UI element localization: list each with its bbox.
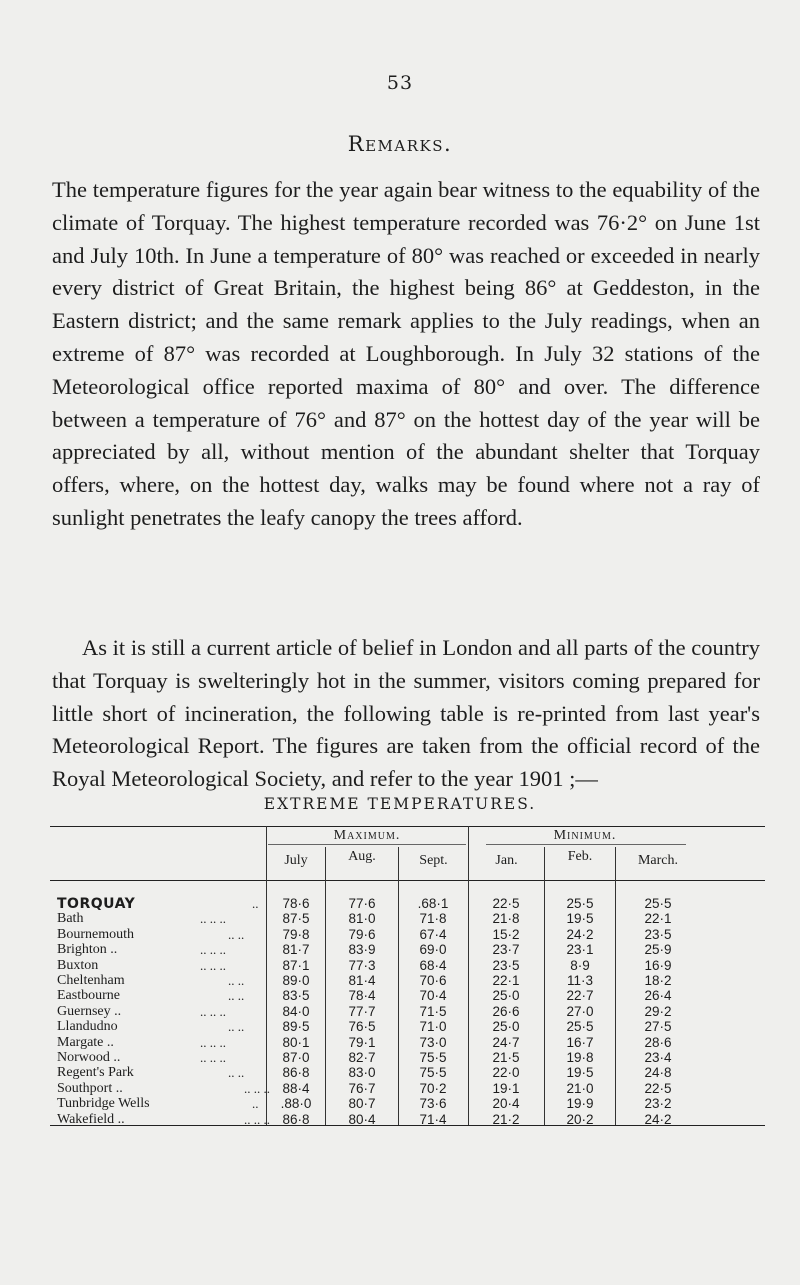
table-row	[0, 927, 800, 942]
temperature-cell: 11·3	[566, 973, 594, 988]
temperature-cell: 83·5	[282, 988, 310, 1004]
table-row	[0, 1112, 800, 1127]
temperature-cell: 83·0	[348, 1065, 376, 1081]
temperature-cell: 70·6	[419, 973, 447, 988]
temperature-cell: 86·8	[282, 1111, 310, 1127]
temperature-cell: 88·4	[282, 1080, 310, 1096]
leader-dots: .. ..	[228, 988, 245, 1004]
temperature-cell: 77·7	[348, 1003, 376, 1019]
temperature-cell: 19·5	[566, 911, 594, 927]
temperature-cell: 25·5	[566, 896, 594, 911]
temperature-cell: 22·1	[644, 911, 672, 927]
temperature-cell: 81·0	[348, 911, 376, 927]
temperature-cell: 20·4	[492, 1096, 520, 1112]
temperature-cell: 22·1	[492, 973, 520, 988]
temperature-cell: 23·1	[566, 942, 594, 958]
temperature-cell: 27·0	[566, 1003, 594, 1019]
temperature-cell: 70·2	[419, 1080, 447, 1096]
place-name: Margate ..	[57, 1034, 114, 1050]
place-name: Southport ..	[57, 1080, 123, 1096]
temperature-cell: 71·0	[419, 1019, 447, 1035]
temperature-cell: 75·5	[419, 1050, 447, 1065]
leader-dots: .. .. ..	[200, 957, 226, 973]
temperature-cell: 78·6	[282, 896, 310, 911]
table-row	[0, 911, 800, 926]
temperature-cell: 25·0	[492, 988, 520, 1004]
temperature-cell: 87·5	[282, 911, 310, 927]
temperature-cell: 82·7	[348, 1050, 376, 1065]
table-row	[0, 1035, 800, 1050]
temperature-cell: 20·2	[566, 1111, 594, 1127]
temperature-cell: 81·7	[282, 942, 310, 958]
temperature-cell: 23·7	[492, 942, 520, 958]
place-name: TORQUAY	[57, 896, 136, 912]
temperature-cell: 80·7	[348, 1096, 376, 1112]
table-row	[0, 988, 800, 1003]
column-header-march: March.	[637, 853, 679, 868]
temperature-cell: 79·6	[348, 926, 376, 942]
temperature-cell: 76·5	[348, 1019, 376, 1035]
temperature-cell: 68·4	[419, 957, 447, 973]
temperature-cell: 22·0	[492, 1065, 520, 1081]
table-row	[0, 1081, 800, 1096]
leader-dots: .. .. ..	[200, 1034, 226, 1050]
place-name: Cheltenham	[57, 973, 125, 988]
temperature-cell: 73·6	[419, 1096, 447, 1112]
leader-dots: ..	[252, 1096, 259, 1112]
temperature-cell: 76·7	[348, 1080, 376, 1096]
maximum-underline	[268, 844, 466, 845]
temperature-cell: 26·6	[492, 1003, 520, 1019]
leader-dots: ..	[252, 896, 259, 911]
table-row	[0, 1004, 800, 1019]
temperature-cell: 84·0	[282, 1003, 310, 1019]
temperature-cell: 67·4	[419, 926, 447, 942]
temperature-cell: 81·4	[348, 973, 376, 988]
temperature-cell: 73·0	[419, 1034, 447, 1050]
temperature-cell: 23·5	[644, 926, 672, 942]
temperature-cell: 24·7	[492, 1034, 520, 1050]
maximum-group-header: Maximum.	[333, 828, 401, 843]
temperature-cell: 79·1	[348, 1034, 376, 1050]
column-header-feb: Feb.	[567, 849, 593, 864]
temperature-cell: 19·9	[566, 1096, 594, 1112]
temperature-cell: 25·0	[492, 1019, 520, 1035]
temperature-cell: 24·2	[644, 1111, 672, 1127]
leader-dots: .. ..	[228, 973, 245, 988]
temperature-cell: 29·2	[644, 1003, 672, 1019]
table-row	[0, 958, 800, 973]
temperature-cell: 24·8	[644, 1065, 672, 1081]
place-name: Llandudno	[57, 1019, 118, 1035]
temperature-cell: 78·4	[348, 988, 376, 1004]
place-name: Eastbourne	[57, 988, 120, 1004]
minimum-group-header: Minimum.	[553, 828, 617, 843]
temperature-cell: 22·5	[644, 1080, 672, 1096]
place-name: Bournemouth	[57, 926, 134, 942]
temperature-cell: 23·2	[644, 1096, 672, 1112]
temperature-cell: 86·8	[282, 1065, 310, 1081]
place-name: Bath	[57, 911, 84, 927]
table-row	[0, 1065, 800, 1080]
column-header-jan: Jan.	[495, 853, 518, 868]
temperature-cell: 16·9	[644, 957, 672, 973]
temperature-cell: 69·0	[419, 942, 447, 958]
temperature-cell: 70·4	[419, 988, 447, 1004]
temperature-cell: 77·6	[348, 896, 376, 911]
temperature-cell: 83·9	[348, 942, 376, 958]
column-header-sept: Sept.	[419, 853, 448, 868]
temperature-cell: 75·5	[419, 1065, 447, 1081]
temperature-cell: 79·8	[282, 926, 310, 942]
leader-dots: .. ..	[228, 1065, 245, 1081]
temperature-cell: 71·4	[419, 1111, 447, 1127]
leader-dots: .. ..	[228, 926, 245, 942]
temperature-cell: 27·5	[644, 1019, 672, 1035]
leader-dots: .. .. ..	[244, 1111, 270, 1127]
leader-dots: .. .. ..	[200, 942, 226, 958]
leader-dots: .. .. ..	[200, 1003, 226, 1019]
temperature-cell: 19·5	[566, 1065, 594, 1081]
table-row	[0, 942, 800, 957]
place-name: Wakefield ..	[57, 1111, 125, 1127]
temperature-cell: 18·2	[644, 973, 672, 988]
temperature-cell: 21·5	[492, 1050, 520, 1065]
leader-dots: .. ..	[228, 1019, 245, 1035]
temperature-cell: 19·8	[566, 1050, 594, 1065]
leader-dots: .. .. ..	[244, 1080, 270, 1096]
column-header-july: July	[284, 853, 308, 868]
minimum-underline	[486, 844, 686, 845]
place-name: Buxton	[57, 957, 99, 973]
page-number: 53	[386, 72, 414, 94]
temperature-cell: 22·7	[566, 988, 594, 1004]
place-name: Tunbridge Wells	[57, 1096, 150, 1112]
temperature-cell: 28·6	[644, 1034, 672, 1050]
temperature-cell: 77·3	[348, 957, 376, 973]
temperature-cell: 8·9	[570, 957, 590, 973]
temperature-cell: 80·4	[348, 1111, 376, 1127]
temperature-cell: 21·2	[492, 1111, 520, 1127]
temperature-cell: 25·5	[644, 896, 672, 911]
temperature-cell: 25·9	[644, 942, 672, 958]
temperature-cell: .88·0	[280, 1096, 312, 1112]
table-row	[0, 896, 800, 911]
table-row	[0, 973, 800, 988]
temperature-cell: 71·8	[419, 911, 447, 927]
temperature-cell: 16·7	[566, 1034, 594, 1050]
temperature-cell: 21·8	[492, 911, 520, 927]
place-name: Norwood ..	[57, 1050, 121, 1065]
temperature-cell: 25·5	[566, 1019, 594, 1035]
place-name: Regent's Park	[57, 1065, 134, 1081]
temperature-cell: 19·1	[492, 1080, 520, 1096]
place-name: Brighton ..	[57, 942, 118, 958]
temperature-cell: 89·5	[282, 1019, 310, 1035]
temperature-cell: 15·2	[492, 926, 520, 942]
paragraph-1: The temperature figures for the year again bear witness to the equability of the climate of Torquay. The highest temperature recorded was 76·2° on June 1st and July 10th. In June a temperature of 80° was reached or exceeded in nearly every district of Great Britain, the highest being 86° at Geddeston, in the Eastern district; and the same remark applies to the July readings, when an extreme of 87° was recorded at Loughborough. In July 32 stations of the Meteorological office reported maxima of 80° and over. The difference between a temperature of 76° and 87° on the hottest day of the year will be appreciated by all, without mention of the abundant shelter that Torquay offers, where, on the hottest day, walks may be found where not a ray of sunlight penetrates the leafy canopy the trees afford.	[52, 177, 760, 530]
temperature-cell: .68·1	[417, 896, 449, 911]
table-top-rule	[50, 826, 765, 827]
temperature-cell: 87·0	[282, 1050, 310, 1065]
table-title: EXTREME TEMPERATURES.	[263, 795, 537, 813]
temperature-cell: 21·0	[566, 1080, 594, 1096]
temperature-cell: 71·5	[419, 1003, 447, 1019]
table-header-rule	[50, 880, 765, 881]
leader-dots: .. .. ..	[200, 1050, 226, 1065]
column-header-aug: Aug.	[348, 849, 376, 864]
temperature-cell: 26·4	[644, 988, 672, 1004]
table-row	[0, 1019, 800, 1034]
page-heading: Remarks.	[347, 132, 453, 156]
place-name: Guernsey ..	[57, 1003, 122, 1019]
temperature-cell: 80·1	[282, 1034, 310, 1050]
table-row	[0, 1096, 800, 1111]
temperature-cell: 22·5	[492, 896, 520, 911]
temperature-cell: 23·4	[644, 1050, 672, 1065]
paragraph-2: As it is still a current article of belief in London and all parts of the country that Torquay is swelteringly hot in the summer, visitors coming prepared for little short of incineration, the following table is re-printed from last year's Meteorological Report. The figures are taken from the official record of the Royal Meteorological Society, and refer to the year 1901 ;—	[52, 635, 760, 792]
table-row	[0, 1050, 800, 1065]
temperature-cell: 87·1	[282, 957, 310, 973]
temperature-cell: 23·5	[492, 957, 520, 973]
leader-dots: .. .. ..	[200, 911, 226, 927]
temperature-cell: 24·2	[566, 926, 594, 942]
temperature-cell: 89·0	[282, 973, 310, 988]
